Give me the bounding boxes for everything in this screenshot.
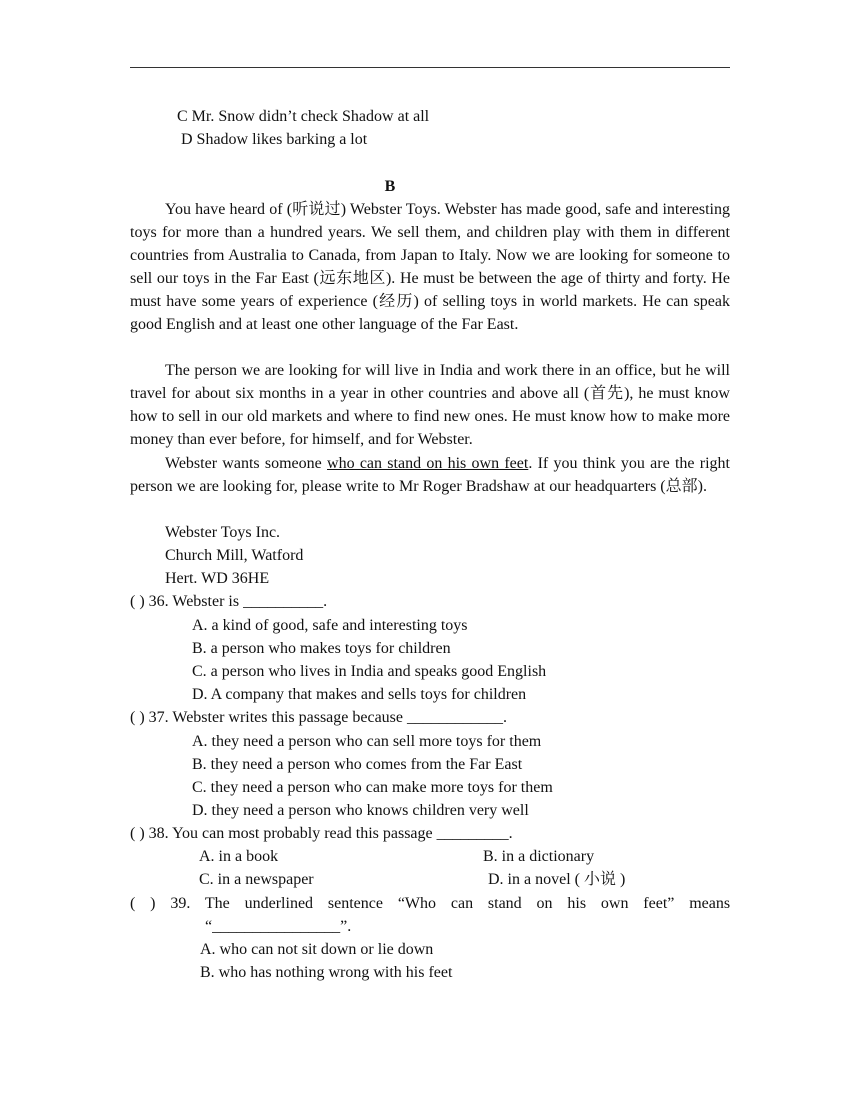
question-36-option-c: C. a person who lives in India and speaks good English [192, 663, 547, 680]
passage-paragraph-1: You have heard of (听说过) Webster Toys. Webster has made good, safe and interesting toys for more than a hundred years. We sell them, and children play with them in different countries from Australia to Canada, from Japan to Italy. Now we are looking for someone to sell our toys in the Far East (远东地区). He must be between the age of thirty and forty. He must have some years of experience (经历) of selling toys in world markets. He can speak good English and at least one other language of the Far East. [130, 201, 730, 334]
question-39-stem-line-2: “________________”. [205, 918, 352, 935]
question-37-option-b: B. they need a person who comes from the Far East [192, 756, 523, 773]
address-line-3: Hert. WD 36HE [165, 570, 270, 587]
q39-word: stand [487, 895, 522, 912]
address-line-1: Webster Toys Inc. [165, 524, 281, 541]
q39-word: own [600, 895, 629, 912]
question-37-stem: ( ) 37. Webster writes this passage because ____________. [130, 709, 507, 726]
question-38-option-a: A. in a book [199, 848, 279, 865]
q39-word: ) [150, 895, 156, 912]
underlined-sentence: who can stand on his own feet [327, 455, 529, 472]
question-38-option-b: B. in a dictionary [483, 848, 595, 865]
passage-paragraph-3 [130, 452, 730, 498]
q39-word: ( [130, 895, 136, 912]
address-line-2: Church Mill, Watford [165, 547, 304, 564]
question-39-stem [130, 892, 730, 915]
header-rule [130, 67, 730, 68]
q39-word: sentence [327, 895, 383, 912]
question-36-option-a: A. a kind of good, safe and interesting toys [192, 617, 468, 634]
q39-word: his [567, 895, 587, 912]
question-37-option-a: A. they need a person who can sell more toys for them [192, 733, 542, 750]
previous-option-d: D Shadow likes barking a lot [181, 131, 368, 148]
paragraph-3-end: . If you think you are the right person we are looking for, please write to Mr Roger Bradshaw at our headquarters (总部). [130, 455, 731, 496]
paragraph-3-start: Webster wants someone [165, 455, 328, 472]
question-36-option-d: D. A company that makes and sells toys for children [192, 686, 527, 703]
q39-word: means [689, 895, 731, 912]
question-39-option-a: A. who can not sit down or lie down [200, 941, 434, 958]
question-37-option-c: C. they need a person who can make more toys for them [192, 779, 553, 796]
q39-word: can [450, 895, 474, 912]
q39-word: 39. [170, 895, 191, 912]
q39-word: feet” [643, 895, 675, 912]
question-36-stem: ( ) 36. Webster is __________. [130, 593, 328, 610]
q39-word: “Who [397, 895, 437, 912]
q39-word: underlined [244, 895, 314, 912]
q39-word: The [204, 895, 230, 912]
section-title: B [384, 178, 396, 195]
question-39-option-b: B. who has nothing wrong with his feet [200, 964, 453, 981]
q39-word: on [536, 895, 553, 912]
question-37-option-d: D. they need a person who knows children very well [192, 802, 529, 819]
passage-paragraph-2: The person we are looking for will live in India and work there in an office, but he will travel for about six months in a year in other countries and above all (首先), he must know how to sell in our old markets and where to find new ones. He must know how to make more money than ever before, for himself, and for Webster. [130, 362, 730, 449]
previous-option-c: C Mr. Snow didn’t check Shadow at all [177, 108, 430, 125]
question-38-option-d: D. in a novel ( 小说 ) [488, 871, 626, 888]
question-38-stem: ( ) 38. You can most probably read this passage _________. [130, 825, 513, 842]
question-36-option-b: B. a person who makes toys for children [192, 640, 451, 657]
question-38-option-c: C. in a newspaper [199, 871, 314, 888]
